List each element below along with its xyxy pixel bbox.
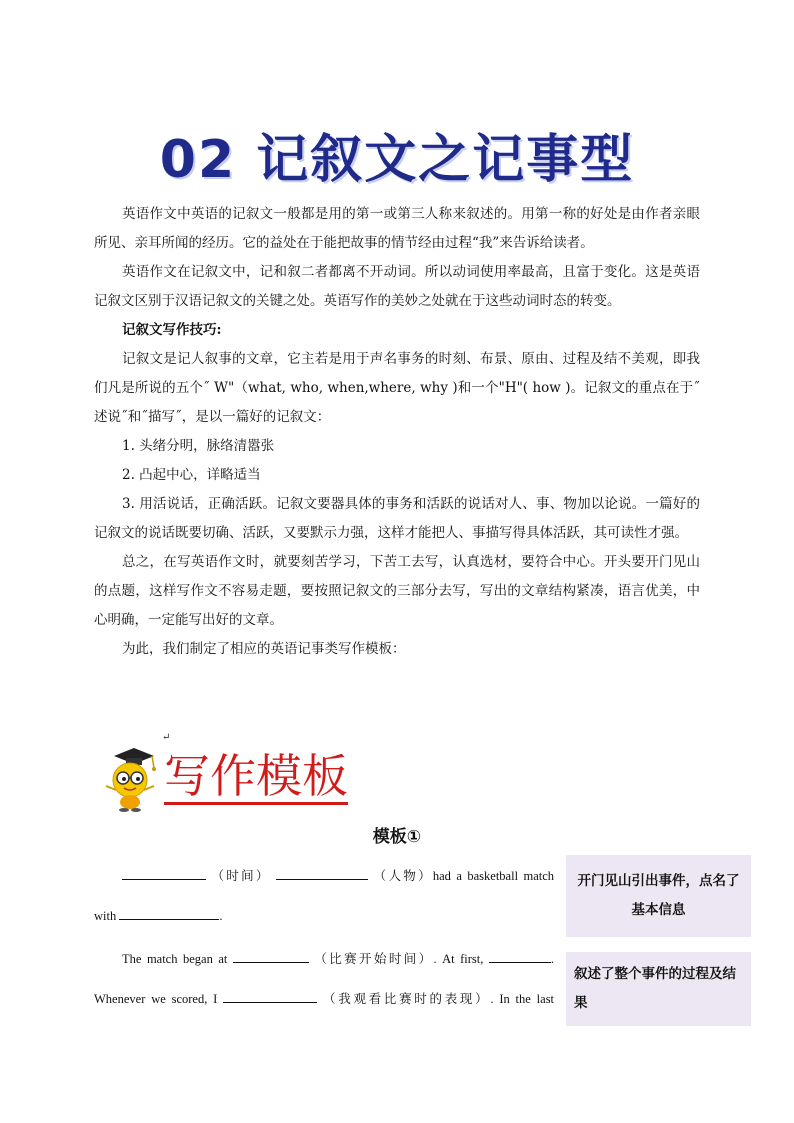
blank-field [276,867,368,880]
blank-field [233,950,309,963]
template-text: with [94,909,117,923]
template-title: 模板① [372,827,422,847]
paragraph: 为此，我们制定了相应的英语记事类写作模板： [122,641,406,657]
blank-field [489,950,551,963]
title-area [0,118,794,190]
template-banner [96,742,348,812]
template-text: Whenever we scored, I [94,992,218,1006]
template-block-2 [94,939,554,1019]
paragraph: 总之，在写英语作文时，就要刻苦学习，下苦工去写，认真选材，要符合中心。开头要开门见山的点题，这样写作文不容易走题，要按照记叙文的三部分去写，写出的文章结构紧凑，语言优美，中心明确，一定能写出好的文章。 [94,554,700,628]
blank-field [119,907,219,920]
blank-field [223,990,317,1003]
blank-field [122,867,206,880]
note-text: 开门见山引出事件，点名了基本信息 [577,873,740,918]
list-item: 1. 头绪分明，脉络清嚣张 [122,438,275,454]
paragraph: 记叙文是记人叙事的文章，它主若是用于声名事务的时刻、布景、原由、过程及结不美观，即我们凡是所说的五个˝ W"（what, who, when,where, why )和一个"H"( how )。记叙文的重点在于˝述说˝和˝描写˝，是以一篇好的记叙文： [94,351,700,425]
banner-title: 写作模板 [164,748,348,803]
template-line [94,856,554,896]
template-text: . [219,909,223,923]
list-item: 3. 用活说话，正确活跃。记叙文要器具体的事务和活跃的说话对人、事、物加以论说。一篇好的记叙文的说话既要切确、活跃，又要默示力强，这样才能把人、事描写得具体活跃，其可读性才强。 [94,496,700,541]
template-block-1 [94,856,554,936]
template-text: （比赛开始时间）. At first, [314,952,484,966]
template-text: The match began at [122,952,228,966]
list-item: 2. 凸起中心，详略适当 [122,467,261,483]
template-line [94,896,554,936]
template-text: . [550,952,555,966]
template-line [94,979,554,1019]
return-mark: ↵ [162,732,171,743]
graduate-mascot-icon [96,742,162,812]
template-text: （我观看比赛时的表现）. In the last [323,992,555,1006]
template-line [94,939,554,979]
paragraph: 英语作文中英语的记叙文一般都是用的第一或第三人称来叙述的。用第一称的好处是由作者亲眼所见、亲耳所闻的经历。它的益处在于能把故事的情节经由过程“我”来告诉给读者。 [94,206,700,251]
template-note [566,855,751,937]
template-text: （时间） [211,869,271,883]
section-heading: 记叙文写作技巧: [122,322,222,338]
paragraph: 英语作文在记叙文中，记和叙二者都离不开动词。所以动词使用率最高，且富于变化。这是英语记叙文区别于汉语记叙文的关键之处。英语写作的美妙之处就在于这些动词时态的转变。 [94,264,700,309]
body-text [94,200,700,664]
template-text: （人物）had a basketball match [373,869,555,883]
template-note [566,952,751,1026]
note-text: 叙述了整个事件的过程及结果 [574,966,736,1011]
document-title: 02 记叙文之记事型 [159,129,635,190]
